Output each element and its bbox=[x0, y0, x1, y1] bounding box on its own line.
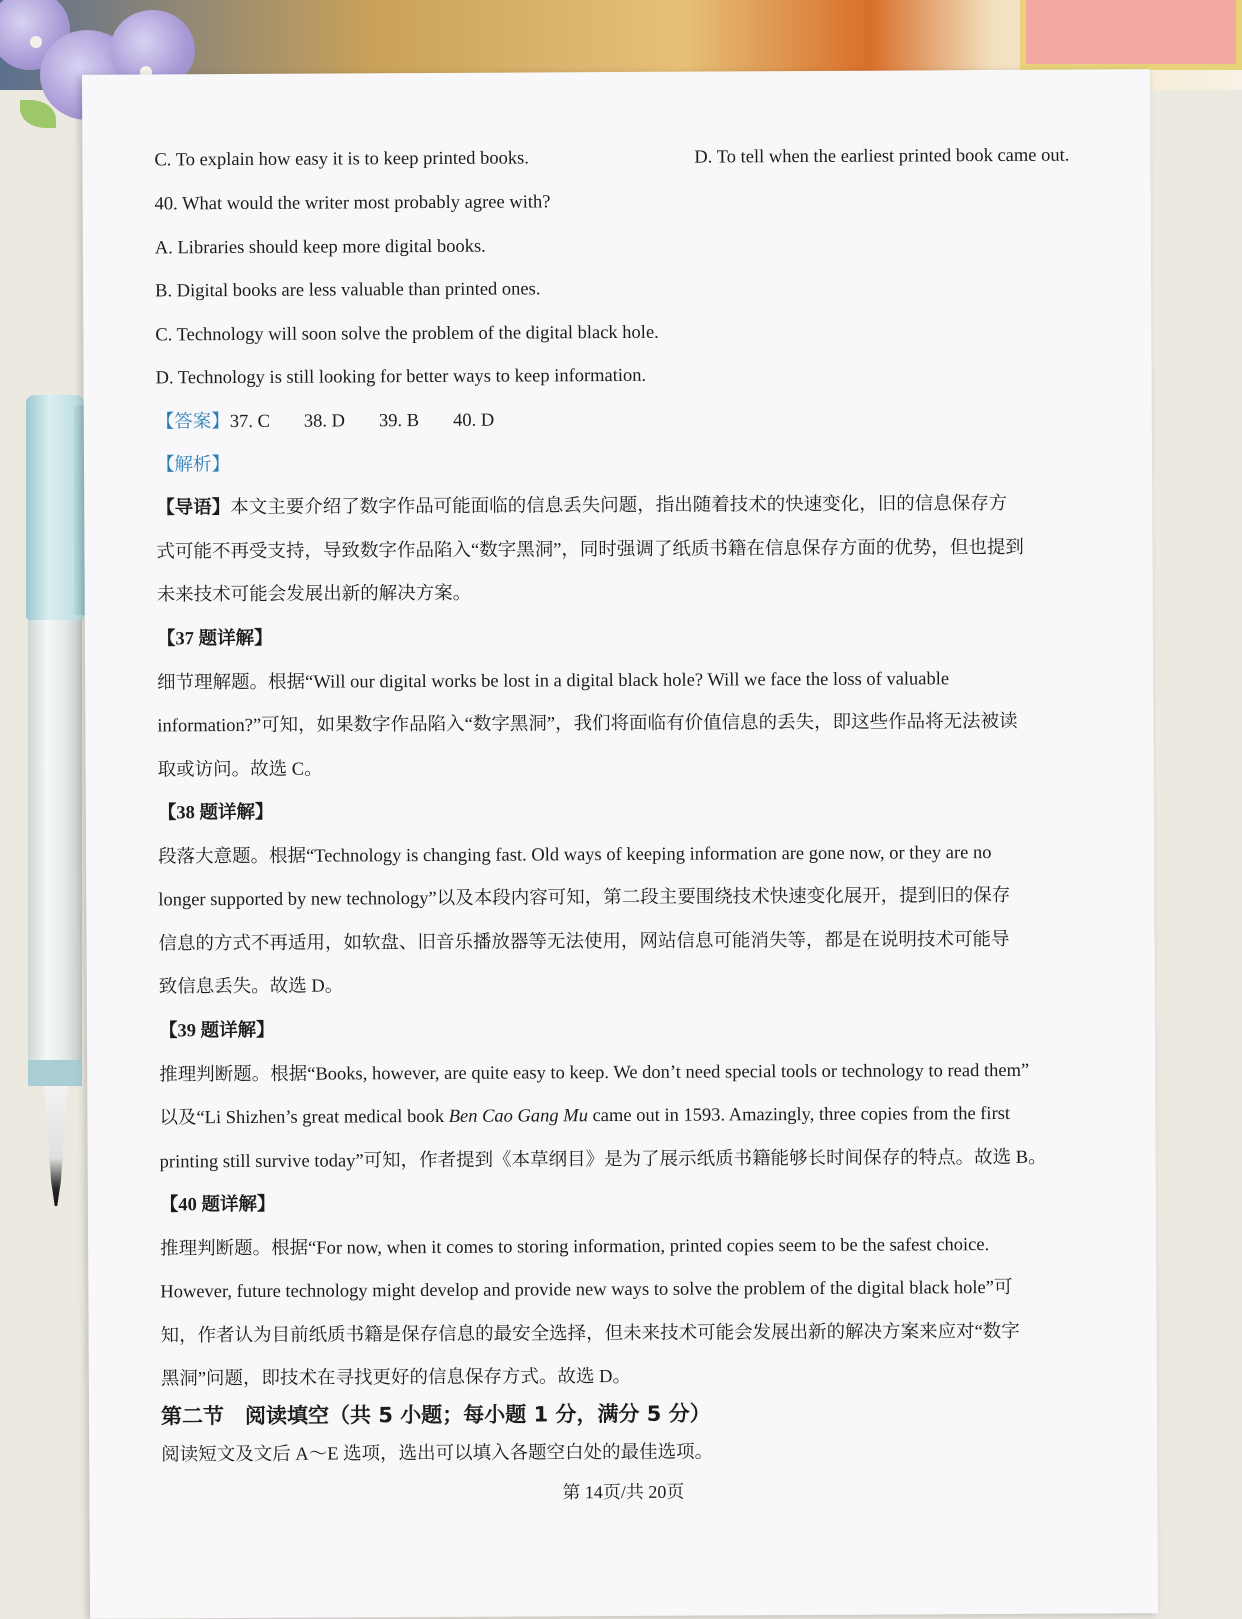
answer-item: 39. B bbox=[378, 411, 420, 432]
q40-line: However, future technology might develop and provide new ways to solve the problem of the digital black hole”可 bbox=[160, 1277, 1013, 1303]
answer-item: 40. D bbox=[453, 410, 495, 431]
page-number: 第 14页/共 20页 bbox=[562, 1481, 685, 1503]
q39-heading: 【39 题详解】 bbox=[158, 1020, 275, 1042]
pen-band bbox=[28, 1060, 82, 1086]
option-c: C. To explain how easy it is to keep printed books. bbox=[154, 148, 529, 171]
intro-line: 未来技术可能会发展出新的解决方案。 bbox=[156, 583, 472, 606]
question-40-stem: 40. What would the writer most probably agree with? bbox=[154, 192, 551, 215]
q39-text: came out in 1593. Amazingly, three copies from the first bbox=[587, 1103, 1011, 1127]
analysis-label: 【解析】 bbox=[155, 455, 231, 476]
q40-heading: 【40 题详解】 bbox=[159, 1194, 276, 1216]
pen-tip bbox=[44, 1086, 68, 1206]
section-2-instruction: 阅读短文及文后 A～E 选项，选出可以填入各题空白处的最佳选项。 bbox=[161, 1442, 714, 1466]
book-title: Ben Cao Gang Mu bbox=[448, 1106, 588, 1127]
flower-center bbox=[30, 36, 42, 48]
q40-line: 黑洞”问题，即技术在寻找更好的信息保存方式。故选 D。 bbox=[160, 1366, 632, 1390]
answer-item: 38. D bbox=[303, 411, 346, 432]
question-39-options-cd bbox=[154, 144, 1090, 173]
q38-line: 段落大意题。根据“Technology is changing fast. Old ways of keeping information are gone now, or they are no bbox=[158, 843, 992, 868]
question-40-option-a: A. Libraries should keep more digital books. bbox=[154, 236, 486, 259]
section-2-title: 第二节 阅读填空（共 5 小题；每小题 1 分，满分 5 分） bbox=[160, 1401, 711, 1429]
intro-label: 【导语】 bbox=[156, 498, 231, 519]
q39-line: printing still survive today”可知，作者提到《本草纲目》是为了展示纸质书籍能够长时间保存的特点。故选 B。 bbox=[159, 1147, 1047, 1173]
intro-line: 式可能不再受支持，导致数字作品陷入“数字黑洞”，同时强调了纸质书籍在信息保存方面的优势，但也提到 bbox=[156, 537, 1024, 563]
q37-line: 取或访问。故选 C。 bbox=[157, 759, 323, 781]
q38-line: 信息的方式不再适用，如软盘、旧音乐播放器等无法使用，网站信息可能消失等，都是在说明技术可能导 bbox=[158, 929, 1010, 955]
q38-line: 致信息丢失。故选 D。 bbox=[158, 976, 344, 998]
exam-page bbox=[82, 69, 1158, 1619]
answer-label: 【答案】 bbox=[155, 412, 230, 433]
q39-line: 推理判断题。根据“Books, however, are quite easy to keep. We don’t need special tools or technology to read them” bbox=[159, 1060, 1030, 1086]
question-40-option-d: D. Technology is still looking for better ways to keep information. bbox=[155, 365, 647, 389]
question-40-option-c: C. Technology will soon solve the problem of the digital black hole. bbox=[155, 322, 659, 346]
q37-line: 细节理解题。根据“Will our digital works be lost in a digital black hole? Will we face the loss of valuable bbox=[157, 669, 950, 694]
q38-heading: 【38 题详解】 bbox=[157, 802, 274, 824]
q38-line: longer supported by new technology”以及本段内容可知，第二段主要围绕技术快速变化展开，提到旧的保存 bbox=[158, 885, 1011, 911]
q39-text: 以及“Li Shizhen’s great medical book bbox=[159, 1106, 449, 1129]
answer-key bbox=[156, 406, 1092, 435]
q39-line bbox=[159, 1102, 1095, 1131]
q40-line: 知，作者认为目前纸质书籍是保存信息的最安全选择，但未来技术可能会发展出新的解决方案来应对“数字 bbox=[160, 1321, 1020, 1347]
intro-text: 本文主要介绍了数字作品可能面临的信息丢失问题，指出随着技术的快速变化，旧的信息保存方 bbox=[230, 493, 1008, 519]
q37-line: information?”可知，如果数字作品陷入“数字黑洞”，我们将面临有价值信息的丢失，即这些作品将无法被读 bbox=[157, 711, 1018, 737]
q37-heading: 【37 题详解】 bbox=[156, 628, 273, 650]
q40-line: 推理判断题。根据“For now, when it comes to storing information, printed copies seem to be the safest choice. bbox=[160, 1235, 990, 1260]
intro-line bbox=[156, 492, 1092, 521]
question-40-option-b: B. Digital books are less valuable than printed ones. bbox=[155, 279, 541, 302]
option-d: D. To tell when the earliest printed book came out. bbox=[694, 145, 1070, 168]
answer-item: 37. C bbox=[229, 411, 270, 433]
background-card bbox=[1020, 0, 1242, 70]
